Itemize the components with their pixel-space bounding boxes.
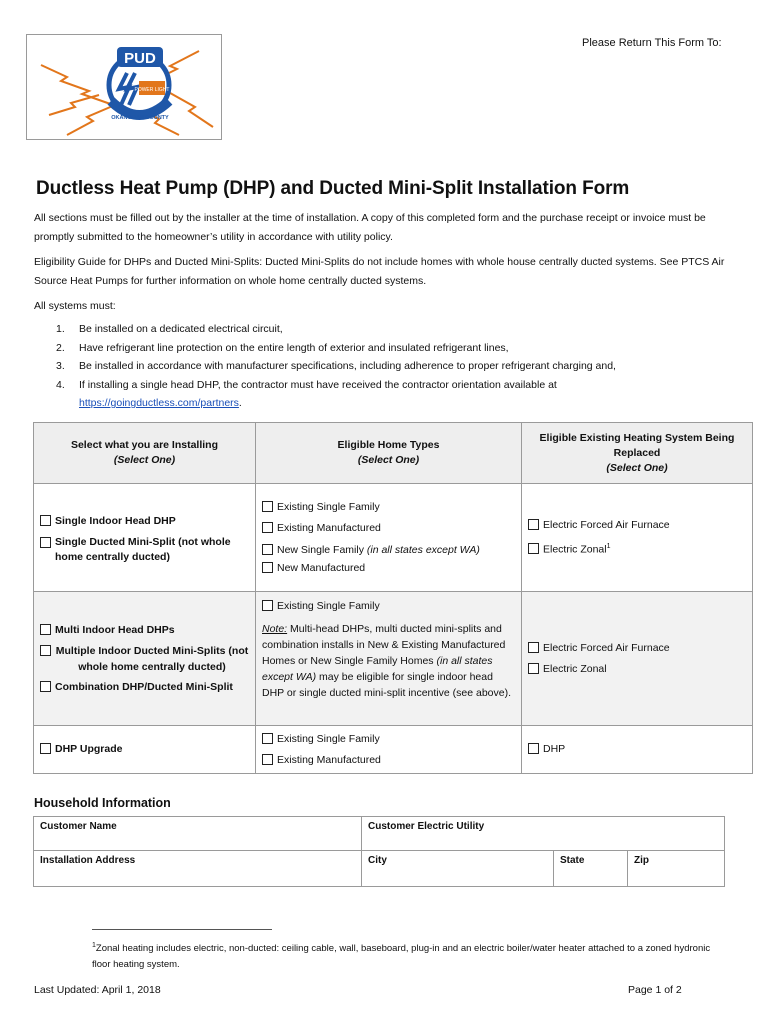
home-types-multi: Existing Single Family Note: Multi-head DHPs, multi ducted mini-splits and combination installs in New & Existing Manufactured Homes or New Single Family Homes (in all states except WA) may be eligible for single indoor head DHP or single ducted mini-split incentive (see above). — [256, 592, 522, 726]
multi-head-note: Note: Multi-head DHPs, multi ducted mini-splits and combination installs in New & Existing Manufactured Homes or New Single Family Homes (in all states except WA) may be eligible for single indoor head DHP or single ducted mini-split incentive (see above). — [262, 623, 512, 699]
electric-zonal-checkbox[interactable] — [528, 543, 539, 554]
list-item: 2. Have refrigerant line protection on the entire length of exterior and insulated refrigerant lines, — [56, 341, 509, 354]
existing-single-family-checkbox[interactable] — [262, 501, 273, 512]
pud-logo-graphic — [27, 35, 221, 139]
home-types-single: Existing Single Family Existing Manufactured New Single Family (in all states except WA) New Manufactured — [256, 484, 522, 592]
new-manufactured-checkbox[interactable] — [262, 562, 273, 573]
electric-forced-air-checkbox[interactable] — [528, 519, 539, 530]
header-home-types: Eligible Home Types (Select One) — [256, 423, 522, 484]
installation-address-field[interactable]: Installation Address — [34, 851, 362, 887]
table-row — [34, 817, 725, 851]
eligibility-paragraph: Eligibility Guide for DHPs and Ducted Mini-Splits: Ducted Mini-Splits do not include homes with whole house centrally ducted systems. See PTCS Air Source Heat Pumps for further information on whole home centrally ducted systems. — [34, 256, 725, 287]
return-to-label: Please Return This Form To: — [582, 37, 722, 49]
install-options-multi: Multi Indoor Head DHPs Multiple Indoor Ducted Mini-Splits (not whole home centrally ducted) Combination DHP/Ducted Mini-Split — [34, 592, 256, 726]
utility-logo — [26, 34, 222, 140]
install-options-single: Single Indoor Head DHP Single Ducted Mini-Split (not whole home centrally ducted) — [34, 484, 256, 592]
svg-text:OKANOGAN COUNTY: OKANOGAN COUNTY — [111, 115, 169, 121]
existing-manufactured-checkbox[interactable] — [262, 754, 273, 765]
footnote-divider — [92, 929, 272, 930]
svg-text:POWER LIGHT: POWER LIGHT — [134, 87, 170, 93]
table-row — [34, 484, 753, 592]
zip-field[interactable]: Zip — [628, 851, 725, 887]
table-row — [34, 592, 753, 726]
existing-manufactured-checkbox[interactable] — [262, 522, 273, 533]
logo-text: PUD — [124, 50, 156, 67]
multi-indoor-head-checkbox[interactable] — [40, 624, 51, 635]
intro-paragraph: All sections must be filled out by the installer at the time of installation. A copy of this completed form and the purchase receipt or invoice must be promptly submitted to the homeowner’s utility in accordance with utility policy. — [34, 212, 706, 243]
install-options-upgrade: DHP Upgrade — [34, 726, 256, 774]
systems-intro: All systems must: — [34, 300, 116, 312]
electric-forced-air-checkbox[interactable] — [528, 642, 539, 653]
table-header-row — [34, 423, 753, 484]
single-ducted-checkbox[interactable] — [40, 537, 51, 548]
customer-name-field[interactable]: Customer Name — [34, 817, 362, 851]
list-item: 1. Be installed on a dedicated electrical circuit, — [56, 323, 283, 335]
new-single-family-checkbox[interactable] — [262, 544, 273, 555]
combination-checkbox[interactable] — [40, 681, 51, 692]
electric-zonal-checkbox[interactable] — [528, 663, 539, 674]
heating-options-single: Electric Forced Air Furnace Electric Zonal$^1$ — [522, 484, 753, 592]
list-item: 4. If installing a single head DHP, the contractor must have received the contractor orientation available at https://goingductless.com/partners. — [56, 378, 557, 409]
single-indoor-head-checkbox[interactable] — [40, 515, 51, 526]
household-section-title: Household Information — [34, 796, 171, 810]
city-field[interactable]: City — [362, 851, 554, 887]
header-heating-system: Eligible Existing Heating System Being Replaced (Select One) — [522, 423, 753, 484]
multiple-ducted-checkbox[interactable] — [40, 645, 51, 656]
customer-utility-field[interactable]: Customer Electric Utility — [362, 817, 725, 851]
dhp-upgrade-checkbox[interactable] — [40, 743, 51, 754]
page-number: Page 1 of 2 — [628, 984, 682, 996]
requirements-list — [34, 320, 734, 413]
last-updated: Last Updated: April 1, 2018 — [34, 984, 161, 996]
table-row — [34, 851, 725, 887]
installation-table — [33, 422, 753, 774]
footnote: $^1$Zonal heating includes electric, non-ducted: ceiling cable, wall, baseboard, plug-in and an electric boiler/water heater attached to a zoned hydronic floor heating system. — [92, 942, 711, 971]
dhp-checkbox[interactable] — [528, 743, 539, 754]
state-field[interactable]: State — [554, 851, 628, 887]
home-types-upgrade: Existing Single Family Existing Manufactured — [256, 726, 522, 774]
heating-options-multi: Electric Forced Air Furnace Electric Zonal — [522, 592, 753, 726]
household-table — [33, 816, 725, 887]
table-row — [34, 726, 753, 774]
form-title: Ductless Heat Pump (DHP) and Ducted Mini-Split Installation Form — [36, 178, 630, 199]
existing-single-family-checkbox[interactable] — [262, 600, 273, 611]
partners-link[interactable]: https://goingductless.com/partners — [79, 397, 239, 409]
heating-options-upgrade: DHP — [522, 726, 753, 774]
header-install: Select what you are Installing (Select One) — [34, 423, 256, 484]
existing-single-family-checkbox[interactable] — [262, 733, 273, 744]
list-item: 3. Be installed in accordance with manufacturer specifications, including adherence to proper refrigerant charging and, — [56, 360, 616, 372]
